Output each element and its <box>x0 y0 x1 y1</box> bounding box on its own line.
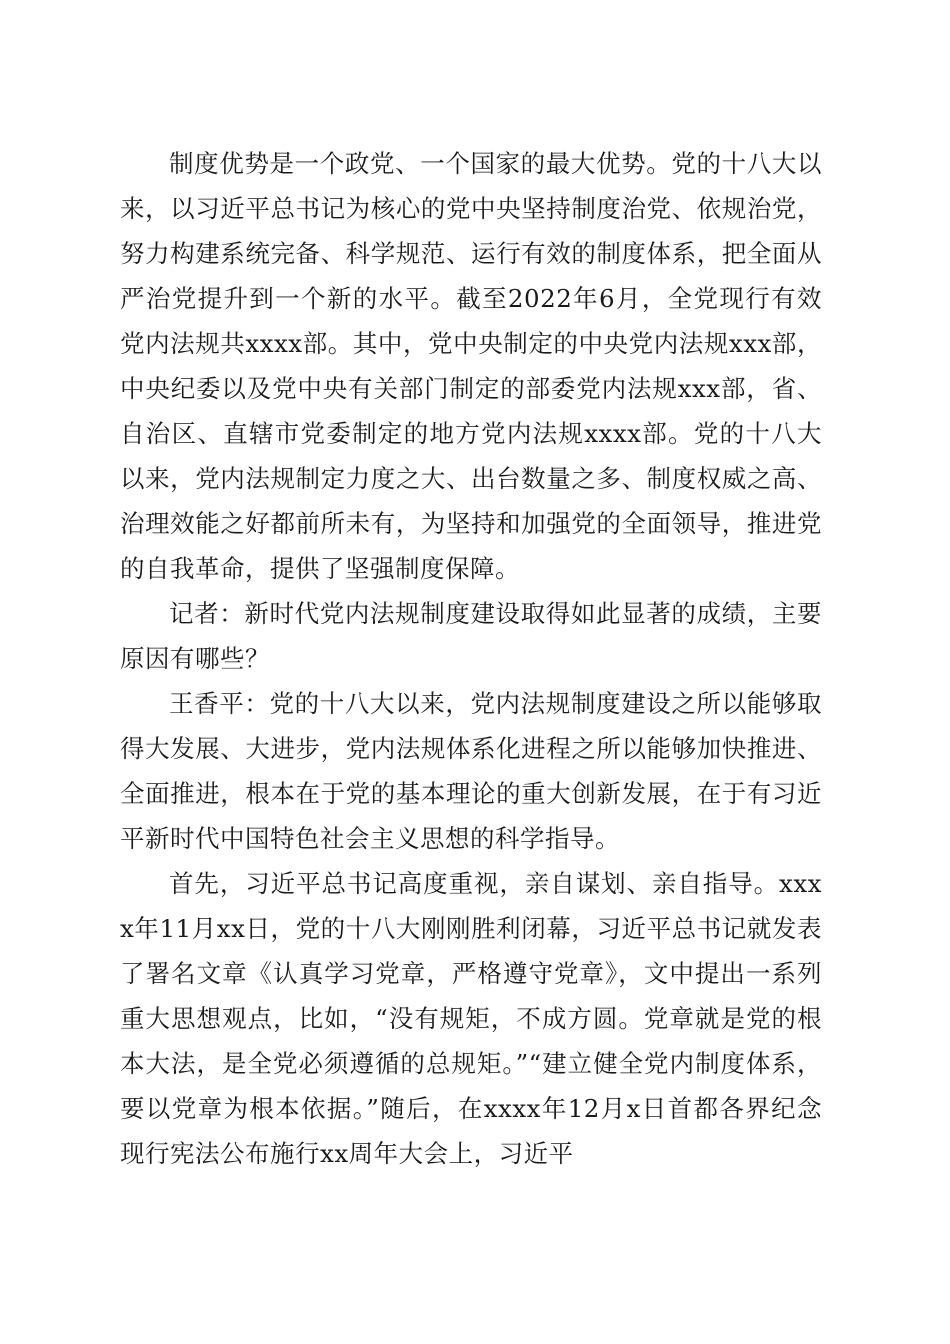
paragraph-wang-xiangping-answer: 王香平：党的十八大以来，党内法规制度建设之所以能够取得大发展、大进步，党内法规体系化进程之所以能够加快推进、全面推进，根本在于党的基本理论的重大创新发展，在于有习近平新时代中国特色社会主义思想的科学指导。 <box>120 689 822 853</box>
paragraph-reporter-question: 记者：新时代党内法规制度建设取得如此显著的成绩，主要原因有哪些？ <box>120 599 822 673</box>
paragraph-first-point: 首先，习近平总书记高度重视，亲自谋划、亲自指导。xxxx年11月xx日，党的十八大刚刚胜利闭幕，习近平总书记就发表了署名文章《认真学习党章，严格遵守党章》，文中提出一系列重大思想观点，比如，“没有规矩，不成方圆。党章就是党的根本大法，是全党必须遵循的总规矩。”“建立健全党内制度体系，要以党章为根本依据。”随后，在xxxx年12月x日首都各界纪念现行宪法公布施行xx周年大会上，习近平 <box>120 869 822 1168</box>
article-body <box>120 141 822 1176</box>
paragraph-institutional-advantage: 制度优势是一个政党、一个国家的最大优势。党的十八大以来，以习近平总书记为核心的党中央坚持制度治党、依规治党，努力构建系统完备、科学规范、运行有效的制度体系，把全面从严治党提升到一个新的水平。截至2022年6月，全党现行有效党内法规共xxxx部。其中，党中央制定的中央党内法规xxx部，中央纪委以及党中央有关部门制定的部委党内法规xxx部，省、自治区、直辖市党委制定的地方党内法规xxxx部。党的十八大以来，党内法规制定力度之大、出台数量之多、制度权威之高、治理效能之好都前所未有，为坚持和加强党的全面领导，推进党的自我革命，提供了坚强制度保障。 <box>120 149 822 583</box>
